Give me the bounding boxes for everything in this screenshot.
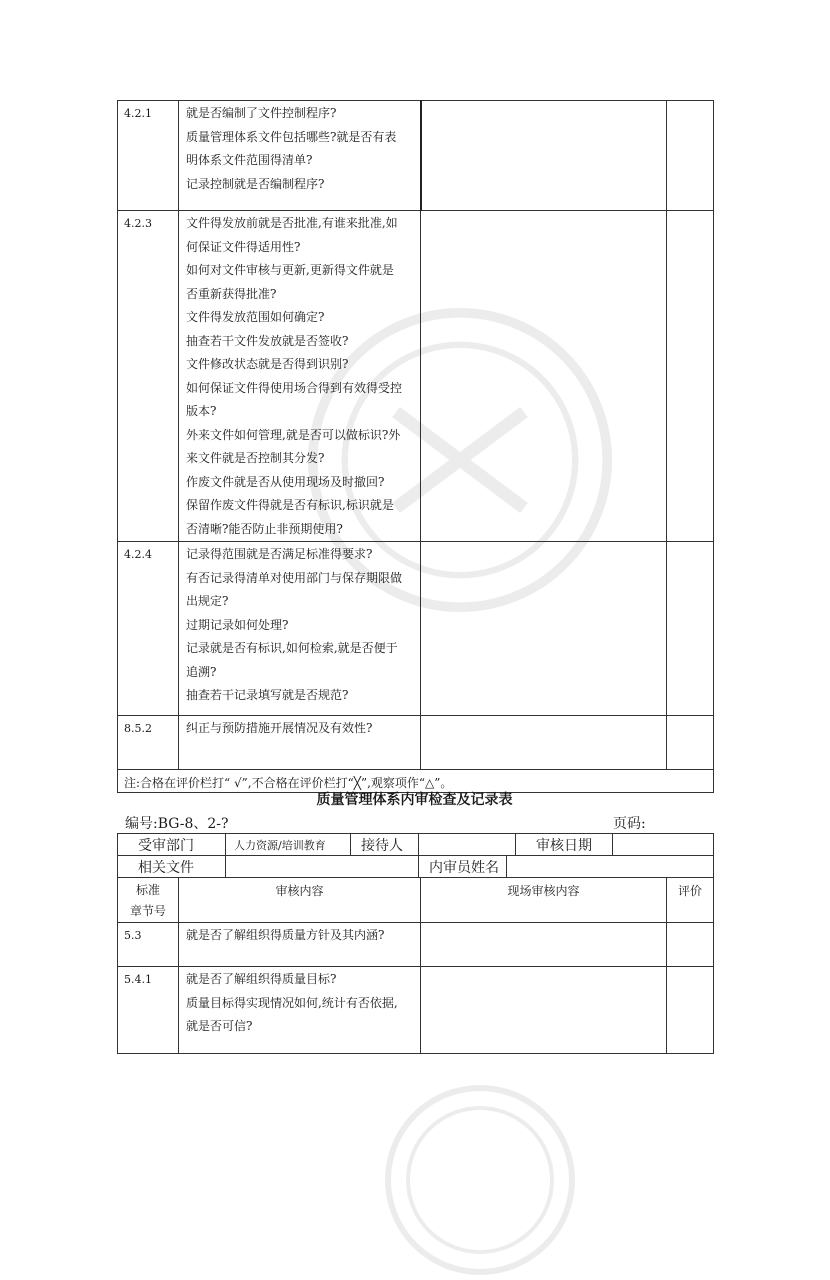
question-line: 抽查若干记录填写就是否规范? [186,688,349,702]
section-number: 5.4.1 [118,967,179,1054]
question-line: 记录得范围就是否满足标准得要求? [186,547,373,561]
question-line: 追溯? [186,664,217,679]
question-line: 文件得发放范围如何确定? [186,310,325,324]
question-line: 外来文件如何管理,就是否可以做标识?外 [186,427,401,442]
section-number: 4.2.3 [118,211,179,542]
receiver-label: 接待人 [351,834,419,856]
question-line: 记录控制就是否编制程序? [186,176,325,191]
onsite-content-cell[interactable] [421,923,667,967]
table-row [118,542,714,716]
evaluation-cell[interactable] [667,923,714,967]
question-line: 就是否可信? [186,1019,253,1033]
auditor-name-field[interactable] [507,856,714,878]
question-line: 如何保证文件得使用场合得到有效得受控 [186,380,403,395]
question-line: 出规定? [186,594,229,608]
audit-question-cell [179,923,421,967]
audit-question-cell [179,211,421,542]
question-line: 抽查若干文件发放就是否签收? [186,333,349,348]
evaluation-cell[interactable] [667,967,714,1054]
evaluation-note: 注:合格在评价栏打“ √”,不合格在评价栏打“╳”,观察项作“△”。 [118,770,714,793]
audited-dept-label: 受审部门 [118,834,226,856]
question-line: 质量管理体系文件包括哪些?就是否有表 [186,129,397,144]
evaluation-cell[interactable] [667,211,714,542]
question-line: 作废文件就是否从使用现场及时撤回? [186,474,385,489]
question-line: 来文件就是否控制其分发? [186,451,325,465]
audit-question-cell [179,967,421,1054]
audit-question-cell [179,716,421,770]
audited-dept-value[interactable]: 人力资源/培训教育 [226,834,351,856]
onsite-content-cell[interactable] [421,716,667,770]
col-header-onsite: 现场审核内容 [421,878,667,923]
question-line: 质量目标得实现情况如何,统计有否依据, [186,995,398,1010]
question-line: 有否记录得清单对使用部门与保存期限做 [186,570,403,585]
question-line: 就是否编制了文件控制程序? [186,106,337,120]
question-line: 否清晰?能否防止非预期使用? [186,521,343,536]
form-code: 编号:BG-8、2-? [125,816,229,832]
question-line: 过期记录如何处理? [186,617,289,632]
section-number: 4.2.1 [118,101,179,211]
evaluation-cell[interactable] [667,716,714,770]
header-row [118,834,714,856]
col-header-standard-line1: 标准 [135,883,160,897]
watermark-seal-bottom [380,1080,580,1280]
related-docs-field[interactable] [226,856,419,878]
table-row [118,967,714,1054]
col-header-content: 审核内容 [179,878,421,923]
table-row [118,211,714,542]
table-row [118,101,714,211]
question-line: 就是否了解组织得质量方针及其内涵? [186,928,385,942]
question-line: 文件得发放前就是否批准,有谁来批准,如 [186,216,398,230]
question-line: 就是否了解组织得质量目标? [186,972,337,986]
evaluation-cell[interactable] [667,542,714,716]
form-title: 质量管理体系内审检查及记录表 [316,792,513,808]
question-line: 否重新获得批准? [186,286,277,301]
section-number: 4.2.4 [118,542,179,716]
page-number-label: 页码: [613,816,646,832]
form-header-table-2 [117,855,714,878]
evaluation-cell[interactable] [667,101,714,211]
section-number: 8.5.2 [118,716,179,770]
question-line: 记录就是否有标识,如何检索,就是否便于 [186,641,398,655]
question-line: 如何对文件审核与更新,更新得文件就是 [186,263,394,277]
top-audit-table [117,100,714,793]
audit-date-label: 审核日期 [516,834,613,856]
question-line: 保留作废文件得就是否有标识,标识就是 [186,498,394,512]
question-line: 纠正与预防措施开展情况及有效性? [186,721,373,735]
question-line: 文件修改状态就是否得到识别? [186,357,349,371]
col-header-standard [118,878,179,923]
table-row [118,923,714,967]
form-header-table [117,833,714,856]
related-docs-label: 相关文件 [118,856,226,878]
form-audit-table [117,877,714,1054]
question-line: 版本? [186,404,217,418]
question-line: 明体系文件范围得清单? [186,153,313,167]
audit-question-cell [179,101,421,211]
audit-question-cell [179,542,421,716]
col-header-standard-line2: 章节号 [129,904,166,918]
onsite-content-cell[interactable] [421,967,667,1054]
onsite-content-cell[interactable] [421,211,667,542]
header-row [118,856,714,878]
table-row [118,716,714,770]
receiver-field[interactable] [419,834,516,856]
section-number: 5.3 [118,923,179,967]
onsite-content-cell[interactable] [421,542,667,716]
auditor-name-label: 内审员姓名 [419,856,507,878]
column-header-row [118,878,714,923]
col-header-evaluation: 评价 [667,878,714,923]
audit-date-field[interactable] [613,834,714,856]
question-line: 何保证文件得适用性? [186,239,301,254]
onsite-content-cell[interactable] [421,101,667,211]
